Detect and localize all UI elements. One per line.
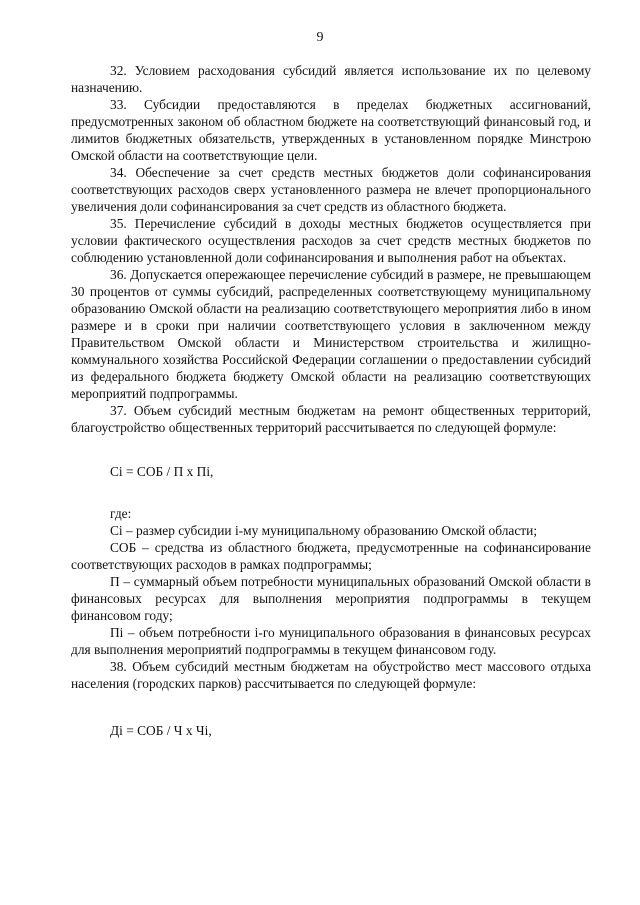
paragraph-38: 38. Объем субсидий местным бюджетам на обустройство мест массового отдыха населения (городских парков) рассчитывается по следующей формуле: [71, 659, 591, 691]
definition-ci: Ci – размер субсидии i-му муниципальному образованию Омской области; [110, 523, 538, 538]
paragraph-37: 37. Объем субсидий местным бюджетам на ремонт общественных территорий, благоустройство общественных территорий рассчитывается по следующей формуле: [71, 403, 591, 435]
page-number: 9 [316, 30, 324, 45]
document-body [71, 62, 591, 739]
paragraph-34: 34. Обеспечение за счет средств местных бюджетов доли софинансирования соответствующих расходов сверх установленного размера не влечет пропорционального увеличения доли софинансирования за счет средств из областного бюджета. [71, 165, 591, 214]
paragraph-32: 32. Условием расходования субсидий является использование их по целевому назначению. [71, 63, 591, 95]
formula-subsidy-di: Дi = СОБ / Ч x Чi, [110, 723, 212, 738]
definition-pi: Пi – объем потребности i-го муниципального образования в финансовых ресурсах для выполнения мероприятий подпрограммы в текущем финансовом году. [71, 625, 591, 657]
definition-sob: СОБ – средства из областного бюджета, предусмотренные на софинансирование соответствующих расходов в рамках подпрограммы; [71, 540, 591, 572]
where-label: где: [110, 506, 132, 521]
paragraph-33: 33. Субсидии предоставляются в пределах бюджетных ассигнований, предусмотренных законом об областном бюджете на соответствующий финансовый год, и лимитов бюджетных обязательств, утвержденных в установленном порядке Минстрою Омской области на соответствующие цели. [71, 97, 591, 163]
paragraph-35: 35. Перечисление субсидий в доходы местных бюджетов осуществляется при условии фактического осуществления расходов за счет средств местных бюджетов по соблюдению установленной доли софинансирования и выполнения работ на объектах. [71, 216, 591, 265]
paragraph-36: 36. Допускается опережающее перечисление субсидий в размере, не превышающем 30 процентов от суммы субсидий, распределенных соответствующему муниципальному образованию Омской области на реализацию соответствующего мероприятия либо в ином размере и в сроки при наличии соответствующего условия в заключенном между Правительством Омской области и Министерством строительства и жилищно-коммунального хозяйства Российской Федерации соглашении о предоставлении субсидий из федерального бюджета бюджету Омской области на реализацию соответствующих мероприятий подпрограммы. [71, 267, 591, 401]
formula-subsidy-ci: Ci = СОБ / П x Пi, [110, 464, 214, 479]
definition-p: П – суммарный объем потребности муниципальных образований Омской области в финансовых ресурсах для выполнения мероприятия подпрограммы в текущем финансовом году; [71, 574, 591, 623]
